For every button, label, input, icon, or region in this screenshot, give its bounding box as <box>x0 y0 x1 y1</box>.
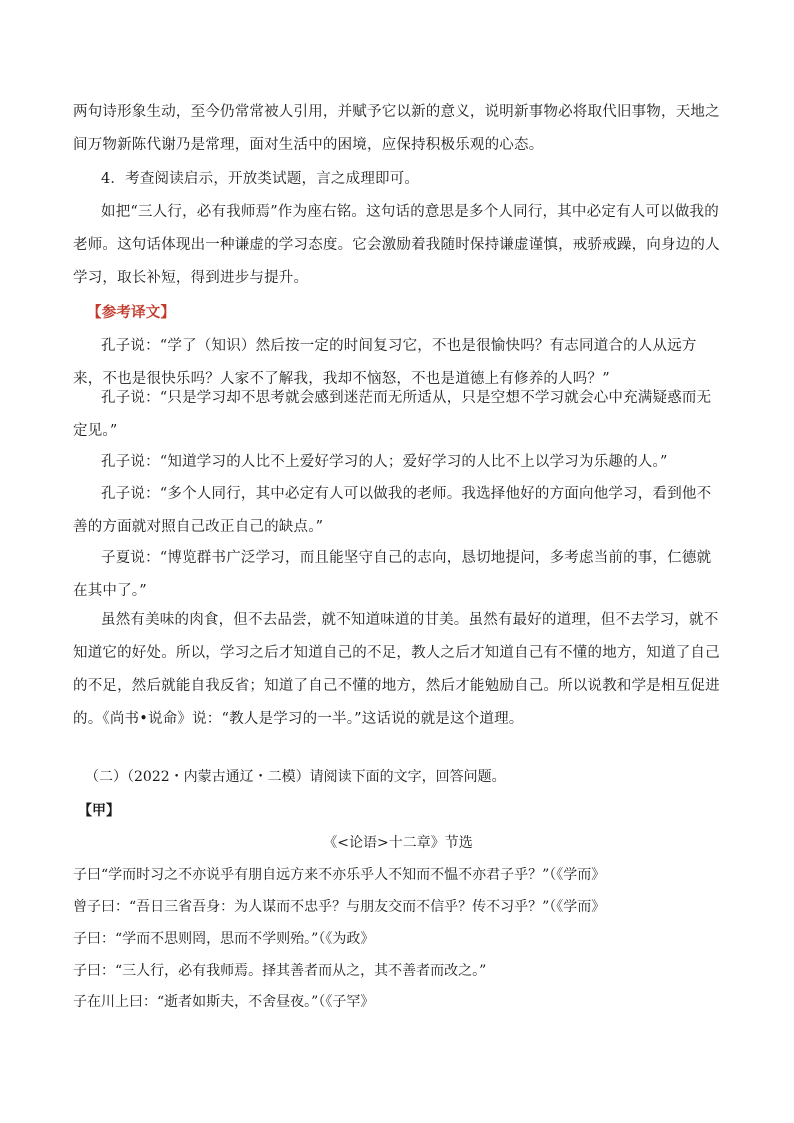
translation-item-3: 孔子说：“知道学习的人比不上爱好学习的人；爱好学习的人比不上以学习为乐趣的人。” <box>101 454 668 470</box>
quote-line-1: 子曰“学而时习之不亦说乎有朋自远方来不亦乐乎人不知而不愠不亦君子乎？”（《学而》 <box>73 867 606 883</box>
section-2-title: 《<论语>十二章》节选 <box>323 835 473 851</box>
answer-paragraph-1: 两句诗形象生动，至今仍常常被人引用，并赋予它以新的意义，说明新事物必将取代旧事物，天地之间万物新陈代谢乃是常理，面对生活中的困境，应保持积极乐观的心态。 <box>73 104 720 153</box>
translation-item-2: 孔子说：“只是学习却不思考就会感到迷茫而无所适从，只是空想不学习就会心中充满疑惑而无定见。” <box>73 390 712 439</box>
translation-item-4: 孔子说：“多个人同行，其中必定有人可以做我的老师。我选择他好的方面向他学习，看到他不善的方面就对照自己改正自己的缺点。” <box>73 486 712 535</box>
section-2-label: 【甲】 <box>78 803 120 819</box>
quote-line-5: 子在川上曰：“逝者如斯夫，不舍昼夜。”（《子罕》 <box>73 994 375 1010</box>
translation-heading: 【参考译文】 <box>87 304 176 321</box>
answer-paragraph-3: 如把“三人行，必有我师焉”作为座右铭。这句话的意思是多个人同行，其中必定有人可以做我的老师。这句话体现出一种谦虚的学习态度。它会激励着我随时保持谦虚谨慎，戒骄戒躁，向身边的人学习，取长补短，得到进步与提升。 <box>73 204 720 286</box>
translation-item-1: 孔子说：“学了（知识）然后按一定的时间复习它，不也是很愉快吗？有志同道合的人从远方来，不也是很快乐吗？人家不了解我，我却不恼怒，不也是道德上有修养的人吗？” <box>73 338 697 387</box>
translation-item-6: 虽然有美味的肉食，但不去品尝，就不知道味道的甘美。虽然有最好的道理，但不去学习，就不知道它的好处。所以，学习之后才知道自己的不足，教人之后才知道自己有不懂的地方，知道了自己的不足，然后就能自我反省；知道了自己不懂的地方，然后才能勉励自己。所以说教和学是相互促进的。《尚书•说命》说：“教人是学习的一半。”这话说的就是这个道理。 <box>73 612 720 727</box>
quote-line-2: 曾子曰：“吾日三省吾身：为人谋而不忠乎？与朋友交而不信乎？传不习乎？”（《学而》 <box>73 899 606 915</box>
section-2-intro: （二）（2022・内蒙古通辽・二模）请阅读下面的文字，回答问题。 <box>85 769 506 785</box>
quote-line-4: 子曰：“三人行，必有我师焉。择其善者而从之，其不善者而改之。” <box>73 963 487 979</box>
quote-line-3: 子曰：“学而不思则罔，思而不学则殆。”（《为政》 <box>73 931 375 947</box>
translation-item-5: 子夏说：“博览群书广泛学习，而且能坚守自己的志向，恳切地提问，多考虑当前的事，仁德就在其中了。” <box>73 550 712 599</box>
answer-paragraph-2: 4．考查阅读启示，开放类试题，言之成理即可。 <box>101 171 420 187</box>
